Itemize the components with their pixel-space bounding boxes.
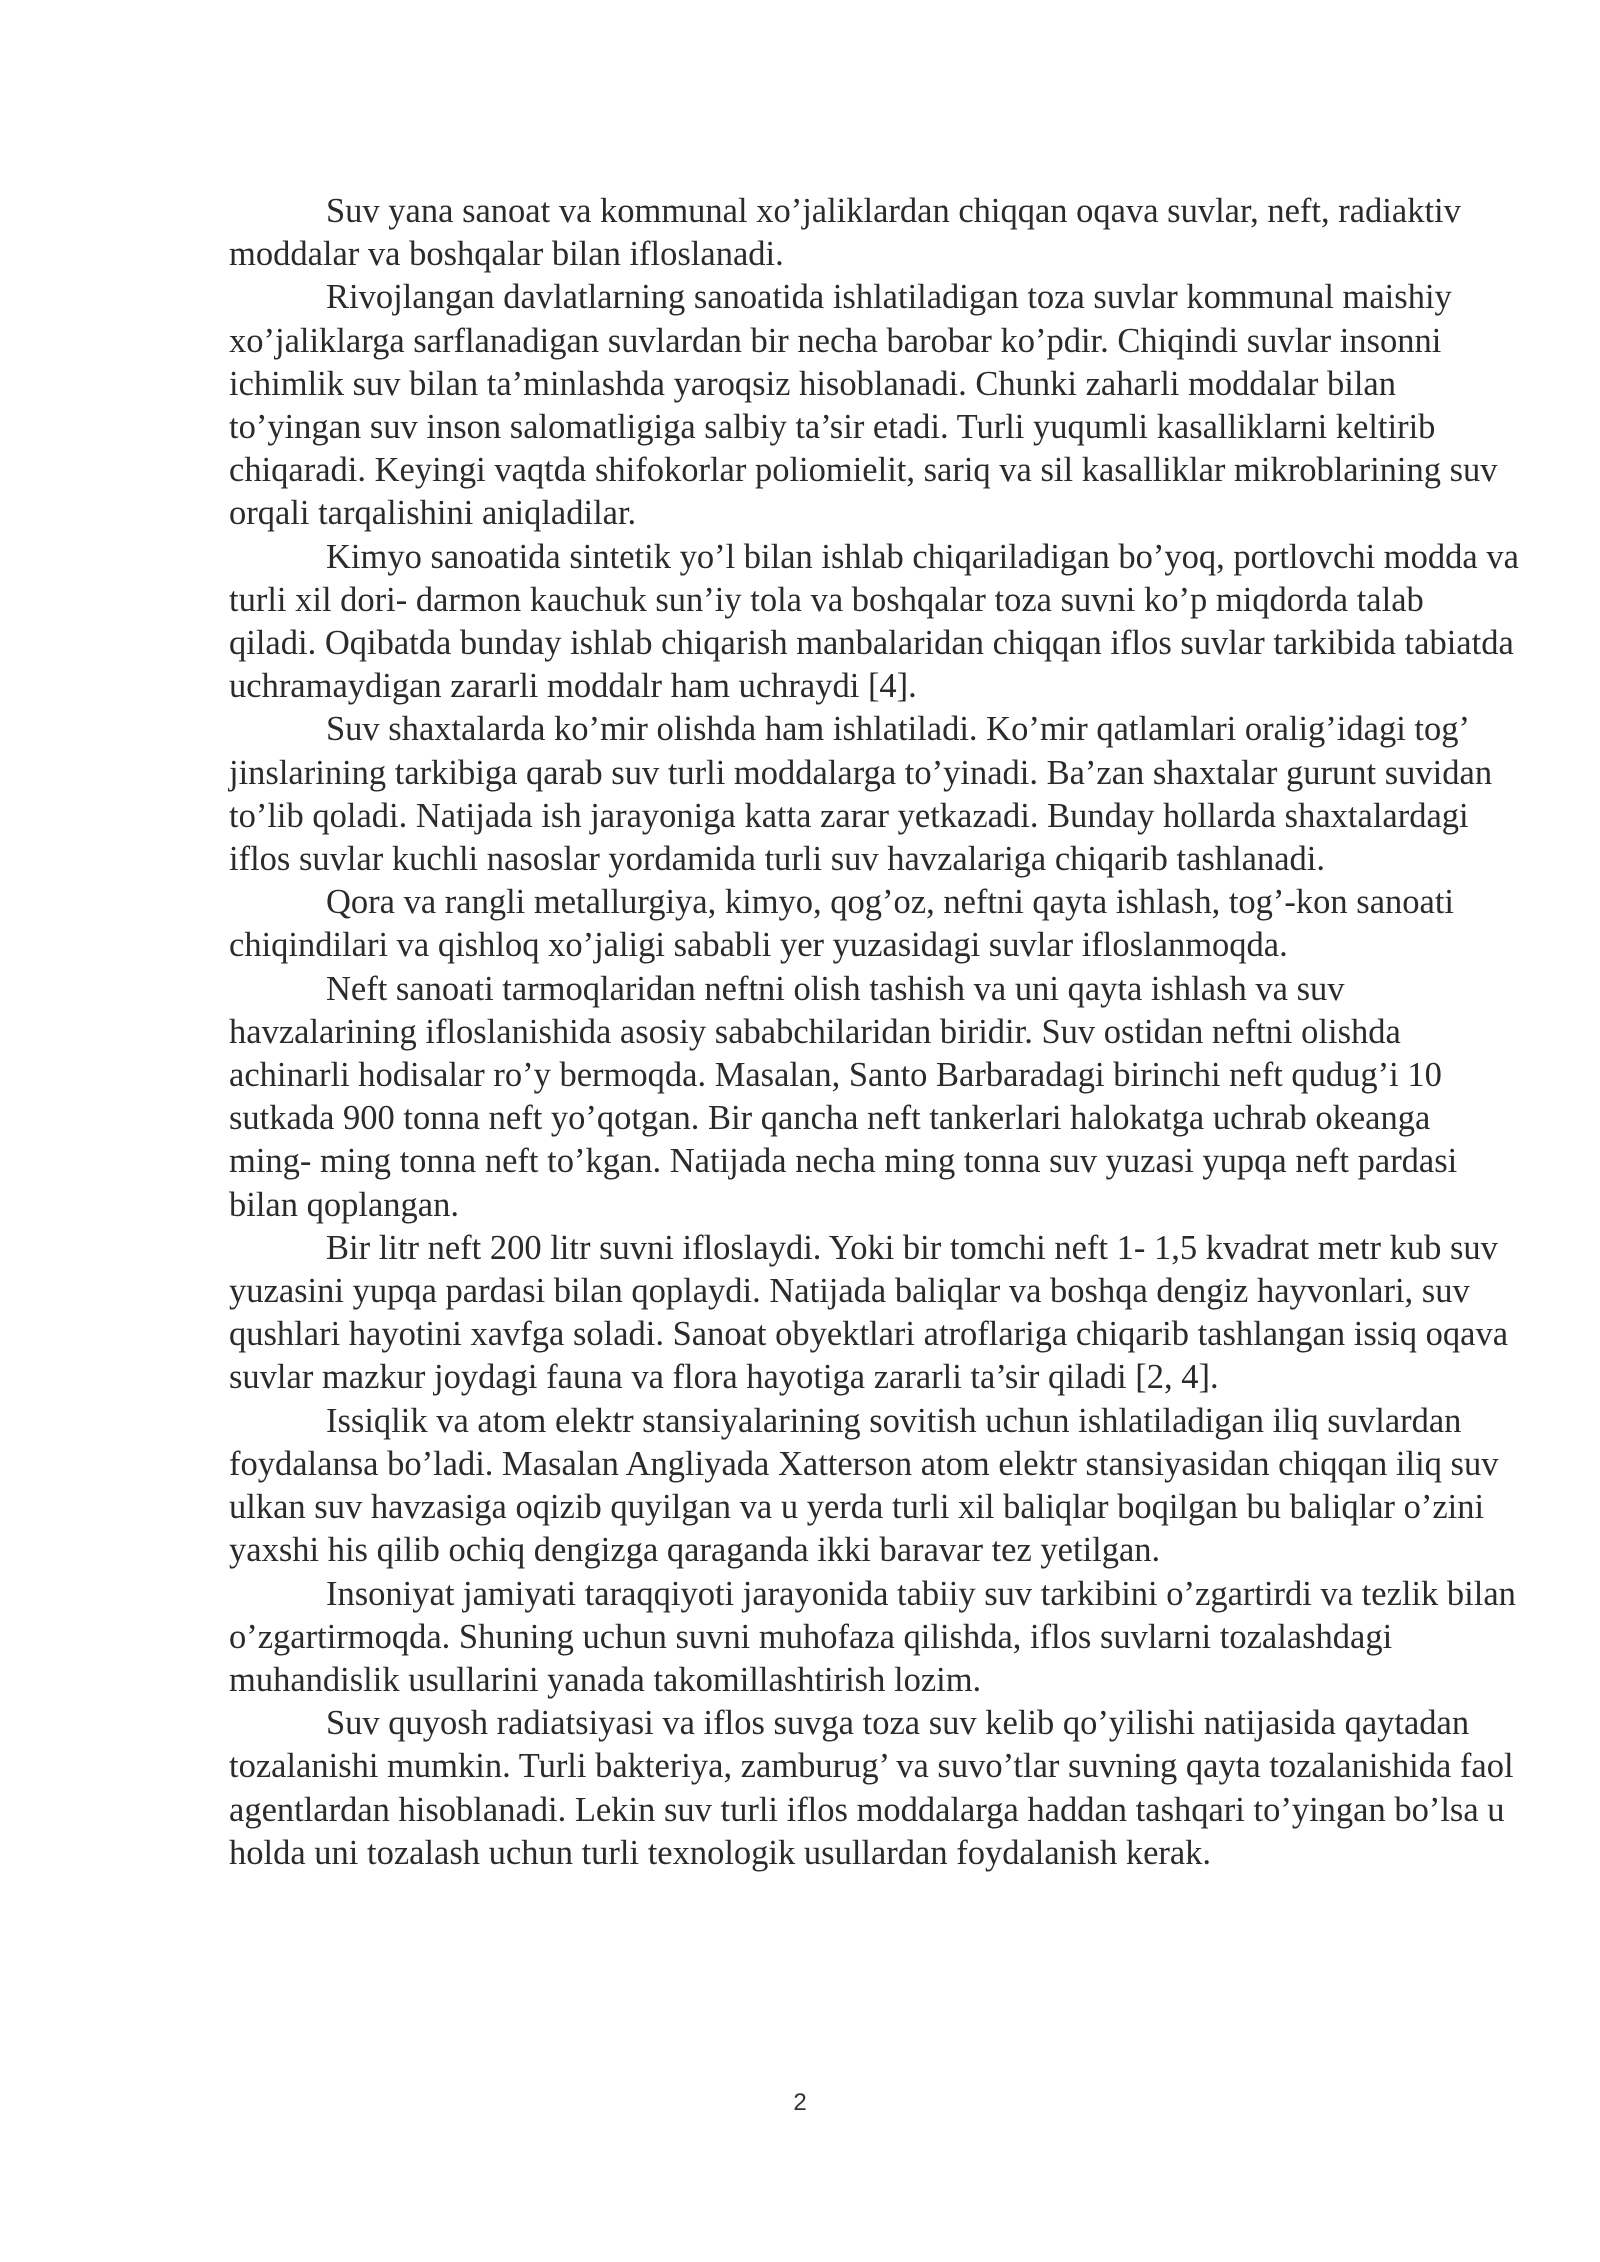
paragraph: Bir litr neft 200 litr suvni ifloslaydi. Yoki bir tomchi neft 1- 1,5 kvadrat metr kub suv yuzasini yupqa pardasi bilan qoplaydi. Natijada baliqlar va boshqa dengiz hayvonlari, suv qushlari hayotini xavfga soladi. Sanoat obyektlari atroflariga chiqarib tashlangan issiq oqava suvlar mazkur joydagi fauna va flora hayotiga zararli ta’sir qiladi [2, 4]. [229,1228,1509,1397]
paragraph: Insoniyat jamiyati taraqqiyoti jarayonida tabiiy suv tarkibini o’zgartirdi va tezlik bilan o’zgartirmoqda. Shuning uchun suvni muhofaza qilishda, iflos suvlarni tozalashdagi muhandislik usullarini yanada takomillashtirish lozim. [229,1574,1516,1699]
page-number: 2 [793,2089,807,2116]
paragraph: Rivojlangan davlatlarning sanoatida ishlatiladigan toza suvlar kommunal maishiy xo’jaliklarga sarflanadigan suvlardan bir necha barobar ko’pdir. Chiqindi suvlar insonni ichimlik suv bilan ta’minlashda yaroqsiz hisoblanadi. Chunki zaharli moddalar bilan to’yingan suv inson salomatligiga salbiy ta’sir etadi. Turli yuqumli kasalliklarni keltirib chiqaradi. Keyingi vaqtda shifokorlar poliomielit, sariq va sil kasalliklar mikroblarining suv orqali tarqalishini aniqladilar. [229,278,1498,533]
paragraph: Suv quyosh radiatsiyasi va iflos suvga toza suv kelib qo’yilishi natijasida qaytadan tozalanishi mumkin. Turli bakteriya, zamburug’ va suvo’tlar suvning qayta tozalanishida faol agentlardan hisoblanadi. Lekin suv turli iflos moddalarga haddan tashqari to’yingan bo’lsa u holda uni tozalash uchun turli texnologik usullardan foydalanish kerak. [229,1704,1514,1872]
body-text [229,190,1519,1875]
paragraph: Qora va rangli metallurgiya, kimyo, qog’oz, neftni qayta ishlash, tog’-kon sanoati chiqindilari va qishloq xo’jaligi sababli yer yuzasidagi suvlar ifloslanmoqda. [229,883,1455,965]
paragraph: Kimyo sanoatida sintetik yo’l bilan ishlab chiqariladigan bo’yoq, portlovchi modda va turli xil dori- darmon kauchuk sun’iy tola va boshqalar toza suvni ko’p miqdorda talab qiladi. Oqibatda bunday ishlab chiqarish manbalaridan chiqqan iflos suvlar tarkibida tabiatda uchramaydigan zararli moddalr ham uchraydi [4]. [229,537,1519,706]
paragraph: Suv yana sanoat va kommunal xo’jaliklardan chiqqan oqava suvlar, neft, radiaktiv moddalar va boshqalar bilan ifloslanadi. [229,192,1461,274]
paragraph: Neft sanoati tarmoqlaridan neftni olish tashish va uni qayta ishlash va suv havzalarining ifloslanishida asosiy sababchilaridan biridir. Suv ostidan neftni olishda achinarli hodisalar ro’y bermoqda. Masalan, Santo Barbaradagi birinchi neft qudug’i 10 sutkada 900 tonna neft yo’qotgan. Bir qancha neft tankerlari halokatga uchrab okeanga ming- ming tonna neft to’kgan. Natijada necha ming tonna suv yuzasi yupqa neft pardasi bilan qoplangan. [229,969,1458,1224]
paragraph: Suv shaxtalarda ko’mir olishda ham ishlatiladi. Ko’mir qatlamlari oralig’idagi tog’ jinslarining tarkibiga qarab suv turli moddalarga to’yinadi. Ba’zan shaxtalar gurunt suvidan to’lib qoladi. Natijada ish jarayoniga katta zarar yetkazadi. Bunday hollarda shaxtalardagi iflos suvlar kuchli nasoslar yordamida turli suv havzalariga chiqarib tashlanadi. [229,710,1493,879]
paragraph: Issiqlik va atom elektr stansiyalarining sovitish uchun ishlatiladigan iliq suvlardan foydalansa bo’ladi. Masalan Angliyada Xatterson atom elektr stansiyasidan chiqqan iliq suv ulkan suv havzasiga oqizib quyilgan va u yerda turli xil baliqlar boqilgan bu baliqlar o’zini yaxshi his qilib ochiq dengizga qaraganda ikki baravar tez yetilgan. [229,1401,1499,1570]
